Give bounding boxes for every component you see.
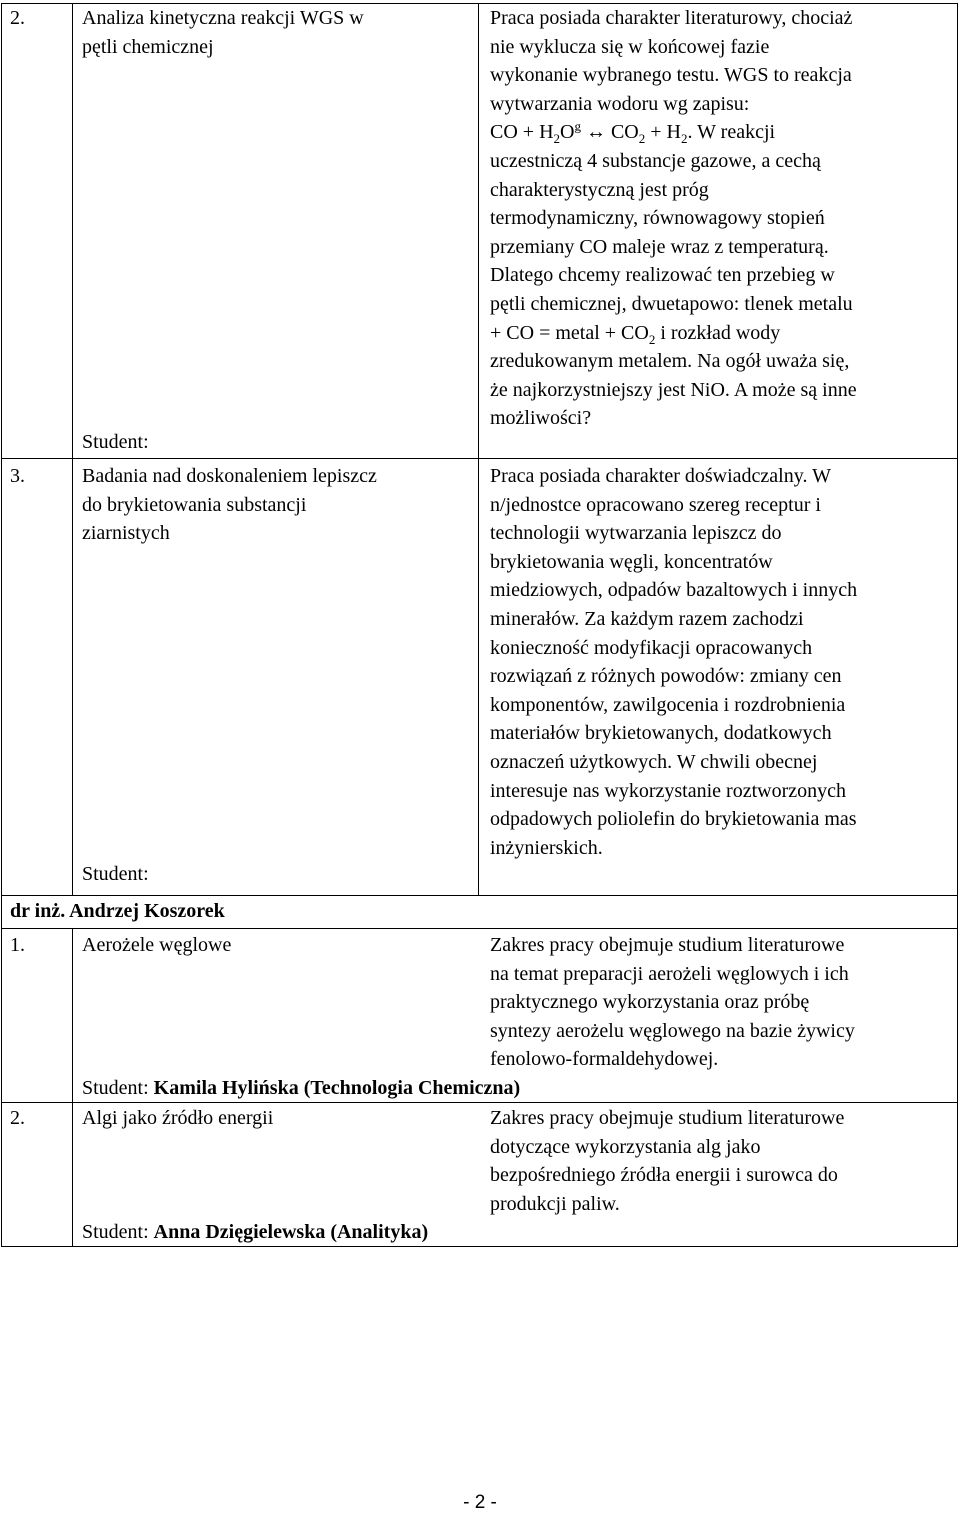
topic-description [490, 1104, 844, 1218]
topic-title-line: pętli chemicznej [82, 35, 214, 58]
topic-number: 1. [10, 934, 25, 956]
desc-line: wykonanie wybranego testu. WGS to reakcja [490, 64, 852, 87]
desc-line: przemiany CO maleje wraz z temperaturą. [490, 235, 829, 258]
table-right-border [957, 3, 958, 1247]
topic-title-line: Badania nad doskonaleniem lepiszcz [82, 465, 377, 487]
reaction-line: + CO = metal + $CO_2$ i rozkład wody [490, 321, 781, 347]
student-label: Student: [82, 1077, 149, 1099]
col-divider-number-2 [72, 928, 73, 1247]
student-label: Student: [82, 431, 149, 453]
desc-line: minerałów. Za każdym razem zachodzi [490, 607, 804, 630]
topic-description [490, 931, 855, 1074]
student-line [82, 1218, 428, 1247]
topic-number: 2. [10, 7, 25, 29]
desc-line: interesuje nas wykorzystanie roztworzonych [490, 779, 846, 802]
desc-line: oznaczeń użytkowych. W chwili obecnej [490, 750, 818, 773]
student-name: Anna Dzięgielewska (Analityka) [153, 1221, 429, 1243]
page-number: - 2 - [463, 1492, 497, 1513]
desc-line: charakterystyczną jest próg [490, 178, 709, 201]
desc-line: bezpośredniego źródła energii i surowca do [490, 1164, 838, 1187]
row-divider-supervisor-bottom [1, 928, 958, 929]
student-line [82, 1074, 520, 1103]
desc-line: syntezy aerożelu węglowego na bazie żywicy [490, 1019, 855, 1042]
desc-line: termodynamiczny, równowagowy stopień [490, 207, 825, 230]
topic-number: 3. [10, 465, 25, 487]
student-name: Kamila Hylińska (Technologia Chemiczna) [153, 1077, 521, 1099]
reaction-equation: CO + $H_2O^g$ ↔ $CO_2 + H_2$. W reakcji [490, 118, 776, 147]
desc-line: brykietowania węgli, koncentratów [490, 550, 773, 573]
topic-number: 2. [10, 1107, 25, 1129]
desc-line: rozwiązań z różnych powodów: zmiany cen [490, 665, 842, 688]
desc-line: materiałów brykietowanych, dodatkowych [490, 722, 832, 745]
row-divider-supervisor-top [1, 895, 958, 896]
topic-title-line: ziarnistych [82, 522, 170, 545]
desc-line: inżynierskich. [490, 836, 603, 859]
desc-line: możliwości? [490, 407, 592, 430]
desc-line: fenolowo-formaldehydowej. [490, 1048, 719, 1071]
desc-line: Zakres pracy obejmuje studium literaturowe [490, 1107, 845, 1129]
student-label: Student: [82, 863, 149, 885]
desc-line: praktycznego wykorzystania oraz próbę [490, 991, 810, 1014]
desc-line: dotyczące wykorzystania alg jako [490, 1135, 761, 1158]
desc-line: Zakres pracy obejmuje studium literaturowe [490, 934, 845, 956]
col-divider-title [478, 3, 479, 895]
topic-title-line: do brykietowania substancji [82, 493, 307, 516]
desc-line: technologii wytwarzania lepiszcz do [490, 522, 782, 545]
desc-line: zredukowanym metalem. Na ogół uważa się, [490, 350, 850, 373]
desc-line: na temat preparacji aerożeli węglowych i ich [490, 962, 849, 985]
topic-title: Algi jako źródło energii [82, 1107, 274, 1129]
topic-description [490, 462, 857, 862]
topic-title: Aerożele węglowe [82, 934, 232, 956]
table-left-border [1, 3, 2, 1247]
desc-line: nie wyklucza się w końcowej fazie [490, 35, 770, 58]
desc-line: produkcji paliw. [490, 1192, 620, 1215]
desc-line: Dlatego chcemy realizować ten przebieg w [490, 264, 835, 287]
row-divider-1 [1, 458, 958, 459]
topic-title-line: Analiza kinetyczna reakcji WGS w [82, 7, 364, 29]
desc-line: komponentów, zawilgocenia i rozdrobnienia [490, 693, 846, 716]
desc-line: Praca posiada charakter doświadczalny. W [490, 465, 831, 487]
desc-line: uczestniczą 4 substancje gazowe, a cechą [490, 149, 821, 172]
supervisor-name: dr inż. Andrzej Koszorek [10, 900, 225, 922]
desc-line: n/jednostce opracowano szereg receptur i [490, 493, 821, 516]
desc-line: pętli chemicznej, dwuetapowo: tlenek metalu [490, 292, 853, 315]
student-label: Student: [82, 1221, 149, 1243]
topic-description [490, 4, 857, 433]
desc-line: miedziowych, odpadów bazaltowych i innych [490, 579, 858, 602]
desc-line: że najkorzystniejszy jest NiO. A może są inne [490, 378, 857, 401]
col-divider-number [72, 3, 73, 895]
desc-line: Praca posiada charakter literaturowy, chociaż [490, 7, 853, 29]
desc-line: konieczność modyfikacji opracowanych [490, 636, 813, 659]
desc-line: wytwarzania wodoru wg zapisu: [490, 92, 750, 115]
desc-line: odpadowych poliolefin do brykietowania mas [490, 808, 857, 831]
